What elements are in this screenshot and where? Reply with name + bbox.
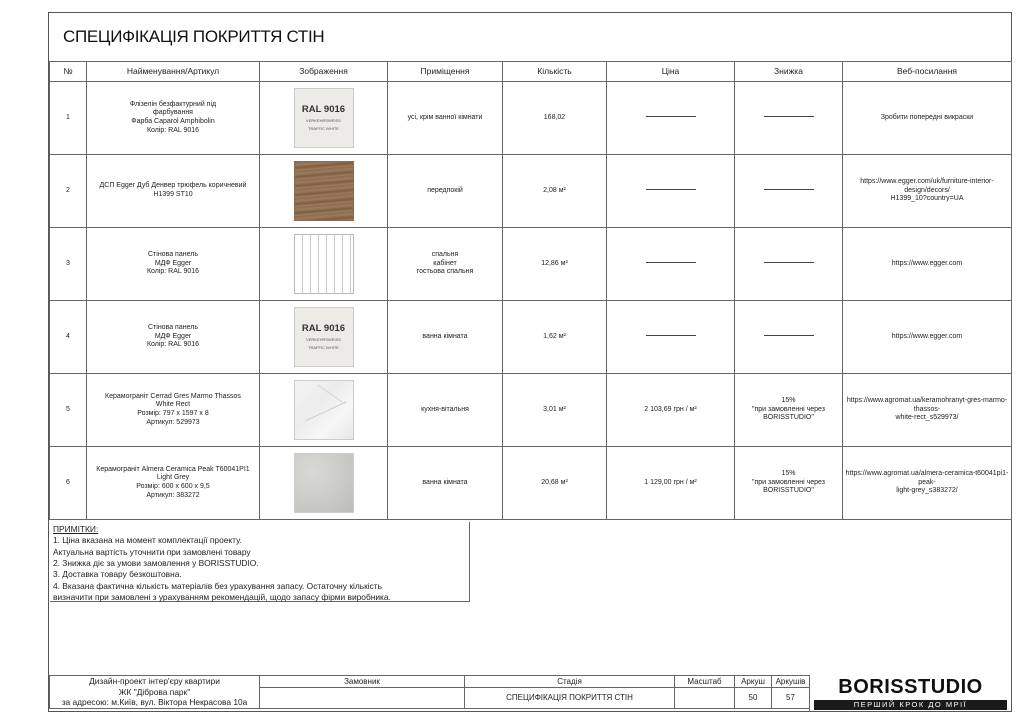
item-quantity: 1,62 м² [503,301,607,374]
item-name-line: Колір: RAL 9016 [146,341,200,349]
empty-dash [646,262,696,263]
note-line: 2. Знижка діє за умови замовлення у BORISSTUDIO. [53,558,259,569]
sheet-label: Аркуш [735,676,772,688]
item-name-line: Розмір: 797 x 1597 x 8 [137,410,209,417]
stage-value: СПЕЦИФІКАЦІЯ ПОКРИТТЯ СТІН [465,688,675,709]
scale-value [675,688,735,709]
item-link-line: https://www.agromat.ua/keramohranyt-gres-marmo-thassos- [846,396,1008,413]
material-swatch [294,307,354,367]
col-qty: Кількість [503,62,607,82]
item-name [87,374,260,447]
note-line: 4. Вказана фактична кількість матеріалів без урахування запасу. Остаточну кількість [53,580,383,591]
item-quantity: 20,68 м² [503,447,607,520]
item-name-line: Розмір: 600 x 600 x 9,5 [136,483,210,490]
col-price: Ціна [607,62,735,82]
item-link [843,374,1012,447]
item-discount [735,228,843,301]
note-line: визначити при замовлені з урахуванням рекомендацій, щодо запасу фірми виробника. [53,592,391,603]
item-link [843,82,1012,155]
material-swatch [294,161,354,221]
item-discount [735,447,843,520]
item-link-line: H1399_10?country=UA [890,195,964,203]
ral-subtitle: VERKEHRSWEISS [306,337,341,343]
row-number: 3 [50,228,87,301]
material-swatch [294,380,354,440]
item-discount-line: BORISSTUDIO" [763,487,814,495]
item-name-line: МДФ Egger [154,332,192,340]
project-info [50,676,260,709]
item-name-line: Фарба Caparol Amphibolin [131,118,215,125]
item-price [607,82,735,155]
empty-dash [764,335,814,336]
studio-logo [809,675,1011,712]
customer-value [260,688,465,709]
ral-code: RAL 9016 [301,323,346,335]
note-line: 3. Доставка товару безкоштовна. [53,569,182,580]
empty-dash [646,189,696,190]
item-name [87,301,260,374]
item-name-line: Колір: RAL 9016 [146,268,200,276]
item-link-line: https://www.egger.com [891,332,963,340]
empty-dash [646,116,696,117]
item-price: 2 103,69 грн / м² [607,374,735,447]
item-link-line: https://www.egger.com [891,259,963,267]
logo-tagline: ПЕРШИЙ КРОК ДО МРІЇ [814,700,1007,710]
item-quantity: 168,02 [503,82,607,155]
item-link-line: white-rect_s529973/ [895,414,959,422]
row-number: 6 [50,447,87,520]
item-link-line: light-grey_s383272/ [896,487,958,495]
item-room [388,155,503,228]
item-name-line: Керамограніт Almera Ceramica Peak T60041PI1 [96,465,250,473]
item-room [388,374,503,447]
row-number: 5 [50,374,87,447]
item-name [87,228,260,301]
item-quantity: 12,86 м² [503,228,607,301]
item-name-line: фарбування [153,109,193,117]
item-room-line: кабінет [433,259,457,267]
note-line: 1. Ціна вказана на момент комплектації проекту. [53,535,242,546]
item-discount [735,82,843,155]
item-image-cell [260,301,388,374]
item-room [388,228,503,301]
item-link-line: https://www.agromat.ua/almera-ceramica-t60041pi1-peak- [845,469,1009,486]
item-name-line: Артикул: 529973 [146,418,200,426]
item-room-line: спальня [431,250,459,258]
ral-subtitle: TRAFFIC WHITE [308,125,339,131]
table-header-row [50,62,1012,82]
item-name-line: ДСП Egger Дуб Денвер трюфель коричневий [99,182,247,190]
table-row [50,447,1012,520]
item-image-cell [260,82,388,155]
empty-dash [764,116,814,117]
item-room-line: кухня-вітальня [421,405,469,413]
item-image-cell [260,374,388,447]
item-discount [735,374,843,447]
item-discount-line: 15% [781,469,796,477]
item-quantity: 2,08 м² [503,155,607,228]
item-name-line: White Rect [155,401,191,409]
item-price [607,301,735,374]
ral-code: RAL 9016 [301,104,346,116]
spec-table [49,61,1012,520]
item-link [843,155,1012,228]
empty-dash [764,189,814,190]
item-name-line: Колір: RAL 9016 [146,126,200,134]
scale-label: Масштаб [675,676,735,688]
project-line: Дизайн-проект інтер'єру квартири [89,676,220,686]
sheets-value: 57 [772,688,810,709]
empty-dash [646,335,696,336]
item-room-line: ванна кімната [422,478,468,486]
drawing-sheet [48,12,1012,712]
customer-label: Замовник [260,676,465,688]
item-discount-line: "при замовленні через [752,478,825,486]
ral-subtitle: TRAFFIC WHITE [308,344,339,350]
item-room-line: передпокій [427,186,463,194]
item-link-line: https://www.egger.com/uk/furniture-interior-design/decors/ [860,177,994,194]
item-discount-line: 15% [781,396,796,404]
row-number: 1 [50,82,87,155]
col-room: Приміщення [388,62,503,82]
item-price: 1 129,00 грн / м² [607,447,735,520]
item-name-line: Керамограніт Cerrad Gres Marmo Thassos [105,392,241,400]
col-image: Зображення [260,62,388,82]
item-name-line: Стінова панель [148,323,198,331]
item-link-line: Зробити попередні викраски [880,113,974,121]
row-number: 2 [50,155,87,228]
item-name-line: H1399 ST10 [153,191,193,198]
col-name: Найменування/Артикул [87,62,260,82]
item-name-line: Light Grey [156,474,190,482]
table-row [50,155,1012,228]
item-discount [735,155,843,228]
item-room [388,301,503,374]
page-title: СПЕЦИФІКАЦІЯ ПОКРИТТЯ СТІН [63,27,325,46]
item-name-line: МДФ Egger [154,259,192,267]
material-swatch [294,234,354,294]
item-room [388,82,503,155]
row-number: 4 [50,301,87,374]
notes-heading: ПРИМІТКИ: [53,524,99,534]
table-row [50,374,1012,447]
item-link [843,447,1012,520]
sheet-value: 50 [735,688,772,709]
logo-name: BORISSTUDIO [838,676,983,698]
notes-block [50,522,470,602]
item-price [607,155,735,228]
note-line: Актуальна вартість уточнити при замовлені товару [53,546,251,557]
table-row [50,228,1012,301]
col-link: Веб-посилання [843,62,1012,82]
item-image-cell [260,447,388,520]
item-room [388,447,503,520]
sheets-label: Аркушів [772,676,810,688]
item-discount-line: "при замовленні через [752,405,825,413]
item-name [87,155,260,228]
empty-dash [764,262,814,263]
item-link [843,228,1012,301]
item-name-line: Стінова панель [148,250,198,258]
item-name-line: Флізелін безфактурний під [129,100,217,108]
project-line: за адресою: м.Київ, вул. Віктора Некрасова 10а [61,697,248,707]
item-room-line: гостьова спальня [416,268,474,276]
material-swatch [294,88,354,148]
table-row [50,301,1012,374]
item-name [87,82,260,155]
col-num: № [50,62,87,82]
title-block [49,675,810,709]
item-discount [735,301,843,374]
project-line: ЖК "Діброва парк" [118,686,191,697]
ral-subtitle: VERKEHRSWEISS [306,118,341,124]
item-image-cell [260,155,388,228]
item-name-line: Артикул: 383272 [146,491,200,499]
item-name [87,447,260,520]
item-image-cell [260,228,388,301]
item-quantity: 3,01 м² [503,374,607,447]
item-discount-line: BORISSTUDIO" [763,414,814,422]
item-price [607,228,735,301]
col-discount: Знижка [735,62,843,82]
item-room-line: усі, крім ванної кімнати [407,113,483,121]
item-room-line: ванна кімната [422,332,468,340]
item-link [843,301,1012,374]
material-swatch [294,453,354,513]
table-row [50,82,1012,155]
stage-label: Стадія [465,676,675,688]
